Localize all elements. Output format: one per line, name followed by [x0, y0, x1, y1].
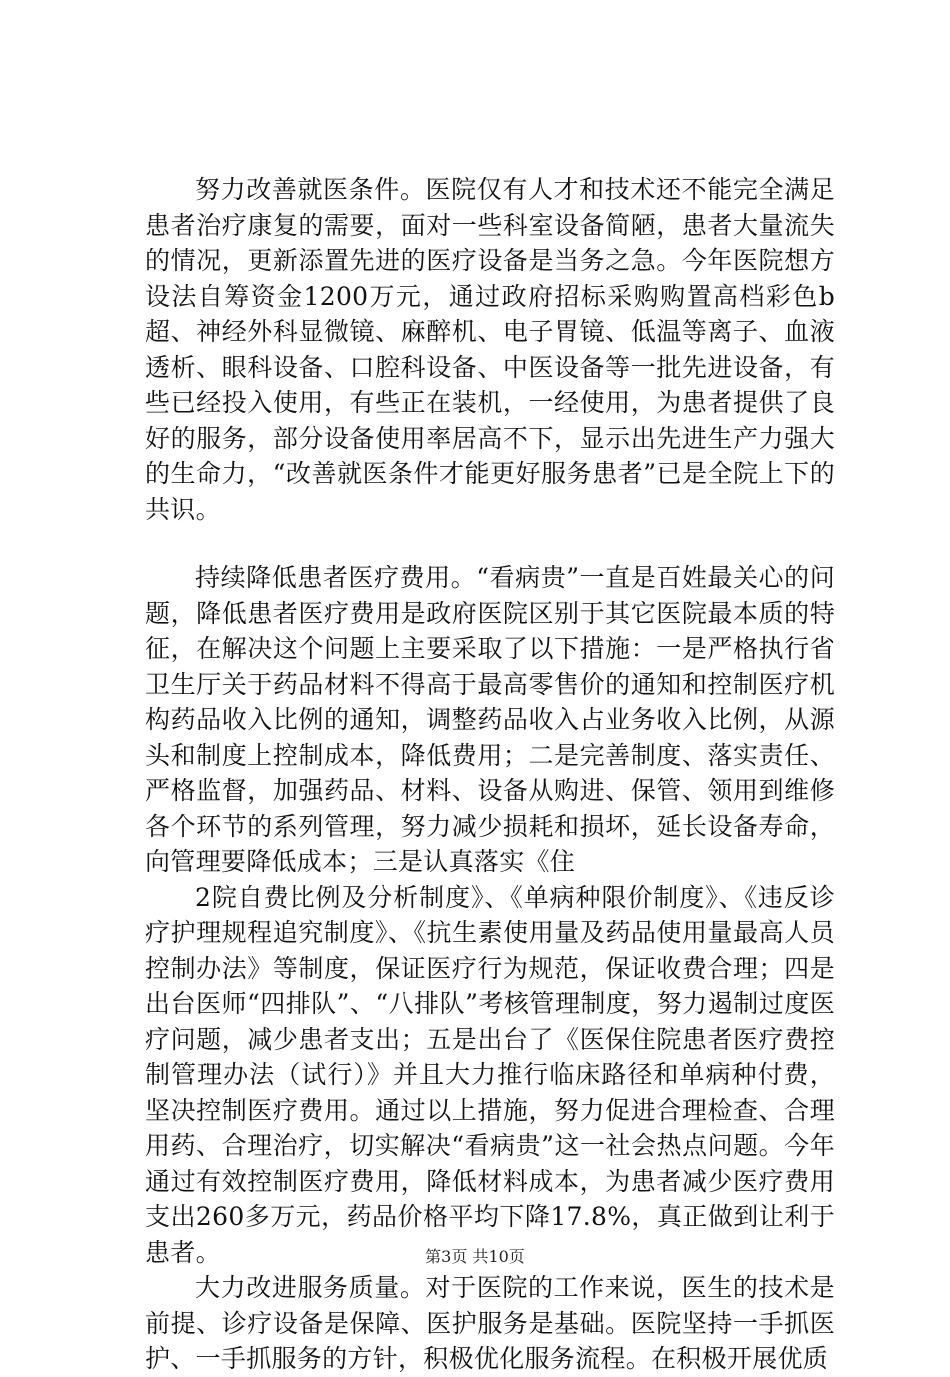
paragraph-medical-conditions: 努力改善就医条件。医院仅有人才和技术还不能完全满足患者治疗康复的需要，面对一些科室设备简陋，患者大量流失的情况，更新添置先进的医疗设备是当务之急。今年医院想方设法自筹资金1200万元，通过政府招标采购购置高档彩色b超、神经外科显微镜、麻醉机、电子胃镜、低温等离子、血液透析、眼科设备、口腔科设备、中医设备等一批先进设备，有些已经投入使用，有些正在装机，一经使用，为患者提供了良好的服务，部分设备使用率居高不下，显示出先进生产力强大的生命力，“改善就医条件才能更好服务患者”已是全院上下的共识。: [145, 175, 835, 524]
document-body: [145, 172, 835, 1377]
paragraph-reduce-costs-continued: 2院自费比例及分析制度》、《单病种限价制度》、《违反诊疗护理规程追究制度》、《抗生素使用量及药品使用量最高人员控制办法》等制度，保证医疗行为规范，保证收费合理；四是出台医师“四排队”、“八排队”考核管理制度，努力遏制过度医疗问题，减少患者支出；五是出台了《医保住院患者医疗费控制管理办法（试行）》并且大力推行临床路径和单病种付费，坚决控制医疗费用。通过以上措施，努力促进合理检查、合理用药、合理治疗，切实解决“看病贵”这一社会热点问题。今年通过有效控制医疗费用，降低材料成本，为患者减少医疗费用支出260多万元，药品价格平均下降17.8%，真正做到让利于患者。: [145, 882, 835, 1267]
page-footer: 第3页 共10页: [425, 1247, 525, 1266]
paragraph-reduce-costs: 持续降低患者医疗费用。“看病贵”一直是百姓最关心的问题，降低患者医疗费用是政府医院区别于其它医院最本质的特征，在解决这个问题上主要采取了以下措施：一是严格执行省卫生厅关于药品材料不得高于最高零售价的通知和控制医疗机构药品收入比例的通知，调整药品收入占业务收入比例，从源头和制度上控制成本，降低费用；二是完善制度、落实责任、严格监督，加强药品、材料、设备从购进、保管、领用到维修各个环节的系列管理，努力减少损耗和损坏，延长设备寿命，向管理要降低成本；三是认真落实《住: [145, 563, 835, 876]
paragraph-service-quality: 大力改进服务质量。对于医院的工作来说，医生的技术是前提、诊疗设备是保障、医护服务是基础。医院坚持一手抓医护、一手抓服务的方针，积极优化服务流程。在积极开展优质: [145, 1273, 835, 1373]
